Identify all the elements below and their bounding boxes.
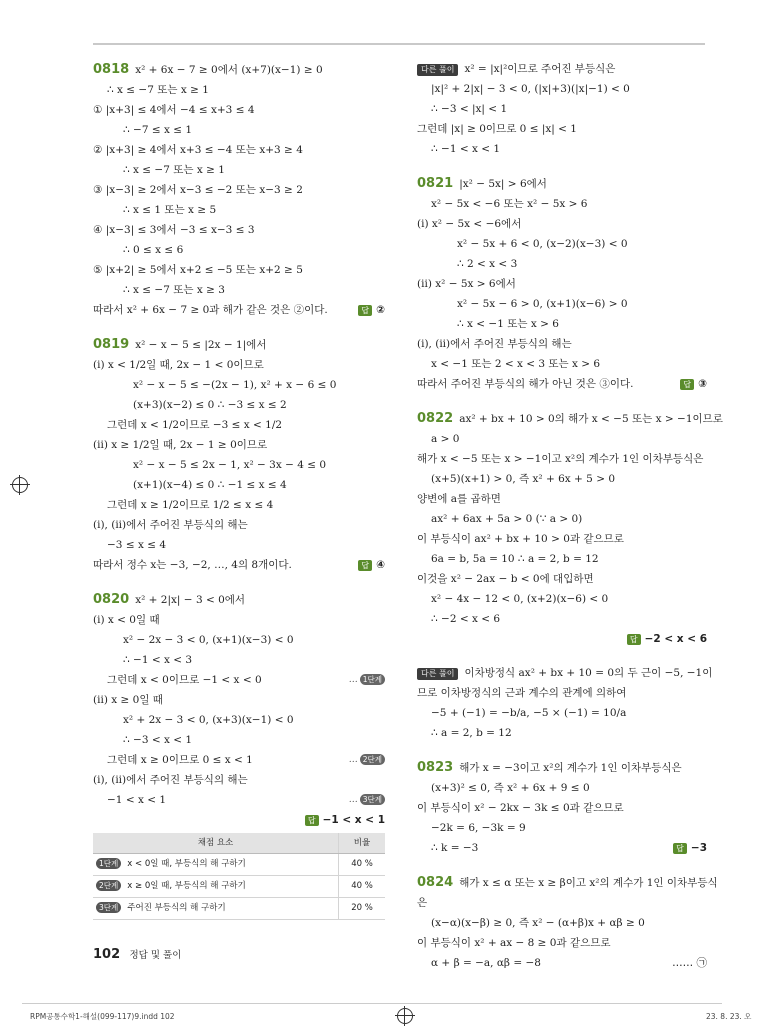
solution-line bbox=[93, 83, 385, 98]
problem-number: 0824 bbox=[417, 875, 454, 890]
top-rule bbox=[93, 43, 705, 45]
solution-line bbox=[417, 956, 707, 971]
solution-line bbox=[93, 753, 385, 768]
solution-line bbox=[417, 337, 707, 352]
solution-line bbox=[93, 653, 385, 668]
solution-line bbox=[417, 936, 707, 951]
solution-line bbox=[93, 418, 385, 433]
problem-number: 0822 bbox=[417, 411, 454, 426]
math-text: (x+3)(x−2) ≤ 0 ∴ −3 ≤ x ≤ 2 bbox=[133, 399, 287, 411]
math-text: (x+3)² ≤ 0, 즉 x² + 6x + 9 ≤ 0 bbox=[431, 782, 590, 794]
solution-line bbox=[417, 357, 707, 372]
solution-line bbox=[417, 237, 707, 252]
math-text: 6a = b, 5a = 10 ∴ a = 2, b = 12 bbox=[431, 553, 599, 565]
problem-alt-solution bbox=[417, 666, 713, 741]
math-text: x² + 2|x| − 3 < 0에서 bbox=[135, 594, 246, 606]
page-footer bbox=[93, 947, 181, 963]
math-text: 므로 이차방정식의 근과 계수의 관계에 의하여 bbox=[417, 687, 627, 699]
solution-line bbox=[93, 733, 385, 748]
solution-line bbox=[93, 438, 385, 453]
math-text: 따라서 주어진 부등식의 해가 아닌 것은 ③이다. bbox=[417, 378, 634, 390]
solution-line bbox=[417, 492, 707, 507]
grading-score-cell: 20 % bbox=[339, 898, 386, 920]
solution-line bbox=[417, 512, 707, 527]
grading-header-item: 채점 요소 bbox=[93, 833, 339, 854]
math-text: x² − 4x − 12 < 0, (x+2)(x−6) < 0 bbox=[431, 593, 609, 605]
solution-line bbox=[417, 102, 707, 117]
grading-step-marker: … 1단계 bbox=[349, 673, 385, 688]
registration-mark-left bbox=[12, 477, 28, 493]
math-text: |x² − 5x| > 6에서 bbox=[459, 178, 547, 190]
answer-icon: 답 bbox=[673, 843, 687, 854]
math-text: −3 ≤ x ≤ 4 bbox=[107, 539, 167, 551]
answer-marker bbox=[305, 813, 385, 828]
solution-line bbox=[93, 263, 385, 278]
answer-icon: 답 bbox=[305, 815, 319, 826]
math-text: ∴ −1 < x < 3 bbox=[123, 654, 193, 666]
math-text: 이것을 x² − 2ax − b < 0에 대입하면 bbox=[417, 573, 594, 585]
math-text: ∴ x ≤ −7 또는 x ≥ 3 bbox=[123, 284, 225, 296]
page-section-title: 정답 및 풀이 bbox=[129, 950, 182, 961]
math-text: ① |x+3| ≤ 4에서 −4 ≤ x+3 ≤ 4 bbox=[93, 104, 255, 116]
solution-line bbox=[417, 317, 707, 332]
math-text: ∴ −3 < |x| < 1 bbox=[431, 103, 508, 115]
grading-score-cell: 40 % bbox=[339, 876, 386, 898]
solution-line bbox=[93, 183, 385, 198]
math-text: ∴ −7 ≤ x ≤ 1 bbox=[123, 124, 193, 136]
solution-line bbox=[417, 62, 707, 77]
math-text: 양변에 a를 곱하면 bbox=[417, 493, 501, 505]
solution-line bbox=[93, 283, 385, 298]
math-text: −1 < x < 1 bbox=[107, 794, 167, 806]
solution-line bbox=[417, 916, 707, 931]
grading-step-tag: 3단계 bbox=[360, 794, 385, 805]
solution-line bbox=[93, 243, 385, 258]
solution-line bbox=[417, 82, 707, 97]
grading-step-tag: 1단계 bbox=[96, 858, 121, 869]
solution-line bbox=[93, 62, 385, 78]
solution-line bbox=[93, 203, 385, 218]
solution-line bbox=[417, 760, 707, 776]
solution-line bbox=[93, 458, 385, 473]
math-text: x² + 6x − 7 ≥ 0에서 (x+7)(x−1) ≥ 0 bbox=[135, 64, 323, 76]
math-text: (i) x² − 5x < −6에서 bbox=[417, 218, 522, 230]
math-text: ∴ x ≤ 1 또는 x ≥ 5 bbox=[123, 204, 217, 216]
grading-table bbox=[93, 833, 385, 920]
solution-line bbox=[93, 223, 385, 238]
solution-line bbox=[417, 572, 707, 587]
math-text: x² − 2x − 3 < 0, (x+1)(x−3) < 0 bbox=[123, 634, 294, 646]
answer-marker bbox=[673, 841, 707, 856]
grading-row bbox=[93, 854, 385, 876]
answer-marker bbox=[358, 303, 385, 318]
problem-0821 bbox=[417, 176, 707, 392]
solution-line bbox=[417, 781, 707, 796]
math-text: ④ |x−3| ≤ 3에서 −3 ≤ x−3 ≤ 3 bbox=[93, 224, 255, 236]
solution-line bbox=[417, 176, 707, 192]
solution-line bbox=[93, 498, 385, 513]
math-text: ∴ x < −1 또는 x > 6 bbox=[457, 318, 559, 330]
solution-line bbox=[93, 693, 385, 708]
answer-value: −2 < x < 6 bbox=[644, 633, 707, 645]
grading-item-text: 주어진 부등식의 해 구하기 bbox=[127, 903, 226, 913]
grading-row bbox=[93, 898, 385, 920]
math-text: 따라서 x² + 6x − 7 ≥ 0과 해가 같은 것은 ②이다. bbox=[93, 304, 328, 316]
math-text: 이차방정식 ax² + bx + 10 = 0의 두 근이 −5, −1이 bbox=[464, 667, 713, 679]
solution-line bbox=[93, 538, 385, 553]
slug-filename: RPM공통수학1-해설(099-117)9.indd 102 bbox=[30, 1012, 175, 1021]
solution-line bbox=[93, 558, 385, 573]
answer-value: ④ bbox=[376, 559, 385, 571]
answer-marker bbox=[627, 632, 707, 647]
math-text: ∴ x ≤ −7 또는 x ≥ 1 bbox=[107, 84, 209, 96]
math-text: ∴ −1 < x < 1 bbox=[431, 143, 501, 155]
solution-line bbox=[417, 532, 707, 547]
grading-score-cell: 40 % bbox=[339, 854, 386, 876]
math-text: 그런데 x < 0이므로 −1 < x < 0 bbox=[107, 674, 262, 686]
solution-line bbox=[417, 122, 707, 137]
math-text: ∴ x ≤ −7 또는 x ≥ 1 bbox=[123, 164, 225, 176]
solution-line bbox=[417, 377, 707, 392]
alt-solution-badge: 다른 풀이 bbox=[417, 64, 458, 76]
grading-step-tag: 2단계 bbox=[360, 754, 385, 765]
answer-value: ② bbox=[376, 304, 385, 316]
right-column bbox=[417, 62, 723, 990]
math-text: ax² + 6ax + 5a > 0 (∵ a > 0) bbox=[431, 513, 583, 525]
problem-alt-solution bbox=[417, 62, 707, 157]
problem-number: 0821 bbox=[417, 176, 454, 191]
answer-icon: 답 bbox=[358, 560, 372, 571]
answer-icon: 답 bbox=[627, 634, 641, 645]
solution-line bbox=[417, 666, 713, 681]
alt-solution-badge: 다른 풀이 bbox=[417, 668, 458, 680]
solution-line bbox=[417, 217, 707, 232]
answer-value: ③ bbox=[698, 378, 707, 390]
grading-header-score: 비율 bbox=[339, 833, 386, 854]
grading-step-tag: 2단계 bbox=[96, 880, 121, 891]
grading-step-marker: … 3단계 bbox=[349, 793, 385, 808]
solution-line bbox=[93, 613, 385, 628]
answer-icon: 답 bbox=[358, 305, 372, 316]
math-text: a > 0 bbox=[431, 433, 460, 445]
math-text: 이 부등식이 x² + ax − 8 ≥ 0과 같으므로 bbox=[417, 937, 611, 949]
grading-step-tag: 1단계 bbox=[360, 674, 385, 685]
math-text: ax² + bx + 10 > 0의 해가 x < −5 또는 x > −1이므로 bbox=[459, 413, 723, 425]
math-text: x² − x − 5 ≤ |2x − 1|에서 bbox=[135, 339, 267, 351]
grading-item-cell bbox=[93, 854, 339, 876]
problem-0822 bbox=[417, 411, 723, 647]
math-text: ∴ −3 < x < 1 bbox=[123, 734, 193, 746]
math-text: α + β = −a, αβ = −8 bbox=[431, 957, 541, 969]
solution-line bbox=[417, 432, 707, 447]
math-text: 그런데 |x| ≥ 0이므로 0 ≤ |x| < 1 bbox=[417, 123, 577, 135]
math-text: ∴ 2 < x < 3 bbox=[457, 258, 518, 270]
math-text: (x−α)(x−β) ≥ 0, 즉 x² − (α+β)x + αβ ≥ 0 bbox=[431, 917, 645, 929]
math-text: 해가 x < −5 또는 x > −1이고 x²의 계수가 1인 이차부등식은 bbox=[417, 453, 704, 465]
equation-label: …… ㉠ bbox=[672, 957, 707, 969]
math-text: −2k = 6, −3k = 9 bbox=[431, 822, 526, 834]
solution-line bbox=[417, 686, 707, 701]
math-text: (i), (ii)에서 주어진 부등식의 해는 bbox=[417, 338, 572, 350]
math-text: 따라서 정수 x는 −3, −2, …, 4의 8개이다. bbox=[93, 559, 292, 571]
solution-line bbox=[93, 163, 385, 178]
solution-line bbox=[93, 103, 385, 118]
problem-number: 0820 bbox=[93, 592, 130, 607]
grading-item-text: x < 0일 때, 부등식의 해 구하기 bbox=[127, 859, 246, 869]
solution-line bbox=[417, 875, 718, 891]
grading-item-cell bbox=[93, 898, 339, 920]
math-text: x² − 5x + 6 < 0, (x−2)(x−3) < 0 bbox=[457, 238, 628, 250]
answer-value: −1 < x < 1 bbox=[322, 814, 385, 826]
math-text: x² − x − 5 ≤ 2x − 1, x² − 3x − 4 ≤ 0 bbox=[133, 459, 327, 471]
solution-line bbox=[93, 773, 385, 788]
solution-line bbox=[93, 592, 385, 608]
math-text: ∴ k = −3 bbox=[431, 842, 479, 854]
grading-item-cell bbox=[93, 876, 339, 898]
problem-number: 0823 bbox=[417, 760, 454, 775]
solution-line bbox=[417, 821, 707, 836]
solution-line bbox=[93, 713, 385, 728]
problem-0819 bbox=[93, 337, 385, 573]
solution-line bbox=[93, 518, 385, 533]
solution-line bbox=[417, 277, 707, 292]
solution-line bbox=[417, 197, 707, 212]
problem-number: 0819 bbox=[93, 337, 130, 352]
solution-line bbox=[417, 472, 707, 487]
answer-value: −3 bbox=[690, 842, 707, 854]
page-number: 102 bbox=[93, 947, 121, 962]
math-text: (i) x < 1/2일 때, 2x − 1 < 0이므로 bbox=[93, 359, 264, 371]
problem-0818 bbox=[93, 62, 385, 318]
math-text: 해가 x = −3이고 x²의 계수가 1인 이차부등식은 bbox=[459, 762, 682, 774]
solution-line bbox=[93, 143, 385, 158]
slug-date: 23. 8. 23. 오 bbox=[706, 1012, 752, 1021]
math-text: x² = |x|²이므로 주어진 부등식은 bbox=[464, 63, 616, 75]
math-text: (i) x < 0일 때 bbox=[93, 614, 160, 626]
solution-line bbox=[93, 398, 385, 413]
solution-line bbox=[93, 673, 385, 688]
grading-item-text: x ≥ 0일 때, 부등식의 해 구하기 bbox=[127, 881, 246, 891]
solution-line bbox=[417, 257, 707, 272]
solution-line bbox=[417, 411, 723, 427]
grading-header-row bbox=[93, 833, 385, 854]
left-column bbox=[93, 62, 385, 939]
math-text: −5 + (−1) = −b/a, −5 × (−1) = 10/a bbox=[431, 707, 627, 719]
registration-mark-bottom bbox=[397, 1008, 413, 1024]
math-text: ∴ a = 2, b = 12 bbox=[431, 727, 512, 739]
slug-rule bbox=[22, 1003, 722, 1004]
math-text: x² − 5x < −6 또는 x² − 5x > 6 bbox=[431, 198, 588, 210]
math-text: 그런데 x < 1/2이므로 −3 ≤ x < 1/2 bbox=[107, 419, 283, 431]
problem-number: 0818 bbox=[93, 62, 130, 77]
math-text: 이 부등식이 x² − 2kx − 3k ≤ 0과 같으므로 bbox=[417, 802, 624, 814]
math-text: x² − x − 5 ≤ −(2x − 1), x² + x − 6 ≤ 0 bbox=[133, 379, 337, 391]
solution-line bbox=[417, 452, 707, 467]
solution-line bbox=[417, 142, 707, 157]
math-text: (x+5)(x+1) > 0, 즉 x² + 6x + 5 > 0 bbox=[431, 473, 616, 485]
math-text: (ii) x² − 5x > 6에서 bbox=[417, 278, 516, 290]
math-text: |x|² + 2|x| − 3 < 0, (|x|+3)(|x|−1) < 0 bbox=[431, 83, 630, 95]
solution-line bbox=[417, 592, 707, 607]
math-text: x² + 2x − 3 < 0, (x+3)(x−1) < 0 bbox=[123, 714, 294, 726]
problem-0823 bbox=[417, 760, 707, 856]
grading-row bbox=[93, 876, 385, 898]
math-text: (ii) x ≥ 0일 때 bbox=[93, 694, 163, 706]
problem-0820 bbox=[93, 592, 385, 920]
grading-step-marker: … 2단계 bbox=[349, 753, 385, 768]
solution-line bbox=[417, 612, 707, 627]
problem-0824 bbox=[417, 875, 718, 971]
solution-line bbox=[417, 706, 707, 721]
answer-marker bbox=[680, 377, 707, 392]
solution-line bbox=[93, 633, 385, 648]
solution-line bbox=[93, 358, 385, 373]
answer-icon: 답 bbox=[680, 379, 694, 390]
math-text: (ii) x ≥ 1/2일 때, 2x − 1 ≥ 0이므로 bbox=[93, 439, 268, 451]
solution-line bbox=[417, 726, 707, 741]
math-text: ⑤ |x+2| ≥ 5에서 x+2 ≤ −5 또는 x+2 ≥ 5 bbox=[93, 264, 303, 276]
math-text: (i), (ii)에서 주어진 부등식의 해는 bbox=[93, 519, 248, 531]
solution-line bbox=[417, 801, 707, 816]
math-text: ③ |x−3| ≥ 2에서 x−3 ≤ −2 또는 x−3 ≥ 2 bbox=[93, 184, 303, 196]
final-answer-row bbox=[417, 632, 707, 647]
math-text: 그런데 x ≥ 1/2이므로 1/2 ≤ x ≤ 4 bbox=[107, 499, 274, 511]
math-text: 해가 x ≤ α 또는 x ≥ β이고 x²의 계수가 1인 이차부등식 bbox=[459, 877, 718, 889]
math-text: 그런데 x ≥ 0이므로 0 ≤ x < 1 bbox=[107, 754, 253, 766]
solution-line bbox=[417, 297, 707, 312]
answer-marker bbox=[358, 558, 385, 573]
solution-line bbox=[93, 378, 385, 393]
math-text: ∴ 0 ≤ x ≤ 6 bbox=[123, 244, 184, 256]
grading-step-tag: 3단계 bbox=[96, 902, 121, 913]
solution-line bbox=[417, 841, 707, 856]
final-answer-row bbox=[93, 813, 385, 828]
solution-line bbox=[93, 123, 385, 138]
solution-line bbox=[93, 478, 385, 493]
math-text: (x+1)(x−4) ≤ 0 ∴ −1 ≤ x ≤ 4 bbox=[133, 479, 287, 491]
math-text: ② |x+3| ≥ 4에서 x+3 ≤ −4 또는 x+3 ≥ 4 bbox=[93, 144, 303, 156]
math-text: (i), (ii)에서 주어진 부등식의 해는 bbox=[93, 774, 248, 786]
solution-line bbox=[93, 337, 385, 353]
math-text: x² − 5x − 6 > 0, (x+1)(x−6) > 0 bbox=[457, 298, 628, 310]
math-text: ∴ −2 < x < 6 bbox=[431, 613, 501, 625]
solution-line bbox=[417, 896, 707, 911]
solution-line bbox=[93, 793, 385, 808]
math-text: 은 bbox=[417, 897, 428, 909]
solution-line bbox=[417, 552, 707, 567]
solution-line bbox=[93, 303, 385, 318]
math-text: x < −1 또는 2 < x < 3 또는 x > 6 bbox=[431, 358, 601, 370]
math-text: 이 부등식이 ax² + bx + 10 > 0과 같으므로 bbox=[417, 533, 624, 545]
